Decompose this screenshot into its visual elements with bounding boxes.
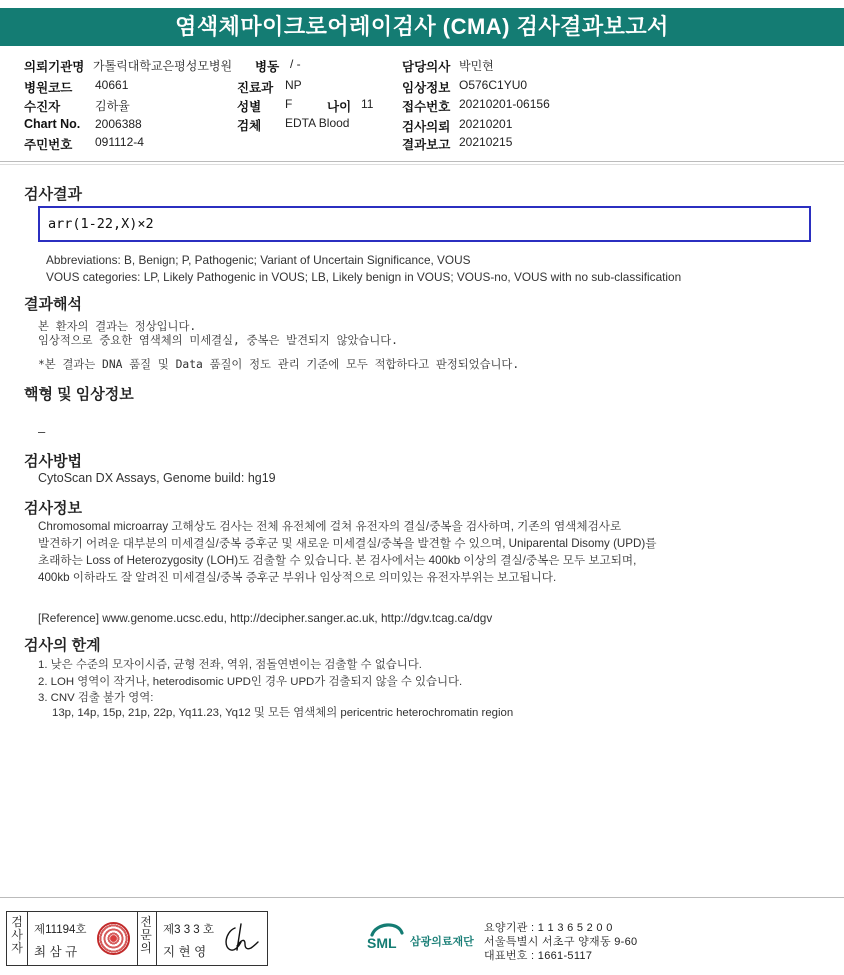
specimen-label: 검체 [237, 119, 262, 133]
limitation-item-4: 13p, 14p, 15p, 21p, 22p, Yq11.23, Yq12 및 모든 염색체의 pericentric heterochromatin region [52, 707, 514, 719]
physician-value: 박민현 [459, 59, 494, 73]
report-title: 염색체마이크로어레이검사 (CMA) 검사결과보고서 [0, 8, 844, 46]
institution-code: 요양기관 : 1 1 3 6 5 2 0 0 [484, 922, 613, 934]
header-divider-2 [0, 164, 844, 165]
inspector-license: 제11194호 [34, 924, 87, 936]
inspector-label: 검 사 자 [11, 915, 23, 955]
sml-logo-text: SML [367, 935, 397, 951]
report-date-label: 결과보고 [402, 138, 451, 152]
info-line-2: 발견하기 어려운 대부분의 미세결실/중복 증후군 및 새로운 미세결실/중복을 발견할 수 있으며, Uniparental Disomy (UPD)를 [38, 537, 657, 550]
phenotype-heading: 핵형 및 임상정보 [24, 386, 134, 403]
info-heading: 검사정보 [24, 500, 82, 517]
id-no-label: 주민번호 [24, 138, 73, 152]
chart-no-label: Chart No. [24, 117, 81, 131]
method-value: CytoScan DX Assays, Genome build: hg19 [38, 471, 276, 485]
chart-no-value: 2006388 [95, 117, 142, 131]
institution-address: 서울특별시 서초구 양재동 9-60 [484, 936, 638, 948]
limitation-item-2: 2. LOH 영역이 작거나, heterodisomic UPD인 경우 UPD가 검출되지 않을 수 있습니다. [38, 676, 463, 688]
interpretation-line-2: 임상적으로 중요한 염색체의 미세결실, 중복은 발견되지 않았습니다. [38, 334, 398, 347]
receipt-no-value: 20210201-06156 [459, 97, 550, 111]
request-date-value: 20210201 [459, 117, 513, 131]
sex-value: F [285, 97, 293, 111]
patient-label: 수진자 [24, 100, 61, 114]
abbreviations-text: Abbreviations: B, Benign; P, Pathogenic; Variant of Uncertain Significance, VOUS [46, 253, 471, 267]
method-heading: 검사방법 [24, 453, 82, 470]
clinical-info-value: O576C1YU0 [459, 78, 528, 92]
result-box [38, 206, 811, 242]
interpretation-line-1: 본 환자의 결과는 정상입니다. [38, 320, 197, 333]
phenotype-value: – [38, 424, 46, 439]
info-line-4: 400kb 이하라도 잘 알려진 미세결실/중복 증후군 부위나 임상적으로 의미있는 유전자부위는 보고됩니다. [38, 571, 557, 584]
info-line-1: Chromosomal microarray 고해상도 검사는 전체 유전체에 걸쳐 유전자의 결실/중복을 검사하며, 기존의 염색체검사로 [38, 520, 622, 533]
limitations-heading: 검사의 한계 [24, 637, 101, 654]
qc-note: *본 결과는 DNA 품질 및 Data 품질이 정도 관리 기준에 모두 적합하다고 판정되었습니다. [38, 358, 520, 371]
clinical-info-label: 임상정보 [402, 81, 451, 95]
sig-divider-1 [27, 912, 28, 965]
specialist-license: 제3 3 3 호 [163, 924, 214, 936]
result-value: arr(1-22,X)×2 [48, 216, 154, 232]
specialist-signature-icon [221, 922, 261, 956]
requesting-institution-label: 의뢰기관명 [24, 60, 85, 74]
inspector-seal-icon [97, 922, 130, 955]
header-divider [0, 161, 844, 162]
interpretation-heading: 결과해석 [24, 296, 82, 313]
id-no-value: 091112-4 [95, 135, 144, 149]
department-value: NP [285, 78, 302, 92]
sml-logo-icon [366, 918, 408, 960]
reference-text: [Reference] www.genome.ucsc.edu, http://decipher.sanger.ac.uk, http://dgv.tcag.ca/dgv [38, 611, 493, 625]
receipt-no-label: 접수번호 [402, 100, 451, 114]
organization-name: 삼광의료재단 [410, 936, 474, 948]
institution-phone: 대표번호 : 1661-5117 [484, 950, 593, 962]
age-label: 나이 [327, 100, 352, 114]
physician-label: 담당의사 [402, 60, 451, 74]
hospital-code-label: 병원코드 [24, 81, 73, 95]
footer-divider [0, 897, 844, 898]
requesting-institution: 가톨릭대학교은평성모병원 [93, 59, 233, 73]
signature-box [6, 911, 268, 966]
hospital-code: 40661 [95, 78, 129, 92]
result-heading: 검사결과 [24, 186, 82, 203]
age-value: 11 [361, 97, 374, 111]
department-label: 진료과 [237, 81, 274, 95]
ward-label: 병동 [255, 60, 280, 74]
specimen-value: EDTA Blood [285, 116, 350, 130]
sig-divider-3 [156, 912, 157, 965]
sex-label: 성별 [237, 100, 262, 114]
ward-value: / - [290, 57, 301, 71]
patient-name: 김하율 [95, 99, 130, 113]
info-line-3: 초래하는 Loss of Heterozygosity (LOH)도 검출할 수 있습니다. 본 검사에서는 400kb 이상의 결실/중복은 모두 보고되며, [38, 554, 637, 567]
specialist-label: 전 문 의 [140, 915, 152, 955]
report-date-value: 20210215 [459, 135, 513, 149]
vous-categories-text: VOUS categories: LP, Likely Pathogenic in VOUS; LB, Likely benign in VOUS; VOUS-no, VOUS with no sub-classification [46, 270, 682, 284]
specialist-name: 지 현 영 [163, 945, 207, 959]
request-date-label: 검사의뢰 [402, 120, 451, 134]
inspector-name: 최 삼 규 [34, 945, 78, 959]
limitation-item-1: 1. 낮은 수준의 모자이시즘, 균형 전좌, 역위, 점돌연변이는 검출할 수 없습니다. [38, 659, 422, 671]
limitation-item-3: 3. CNV 검출 불가 영역: [38, 692, 154, 704]
